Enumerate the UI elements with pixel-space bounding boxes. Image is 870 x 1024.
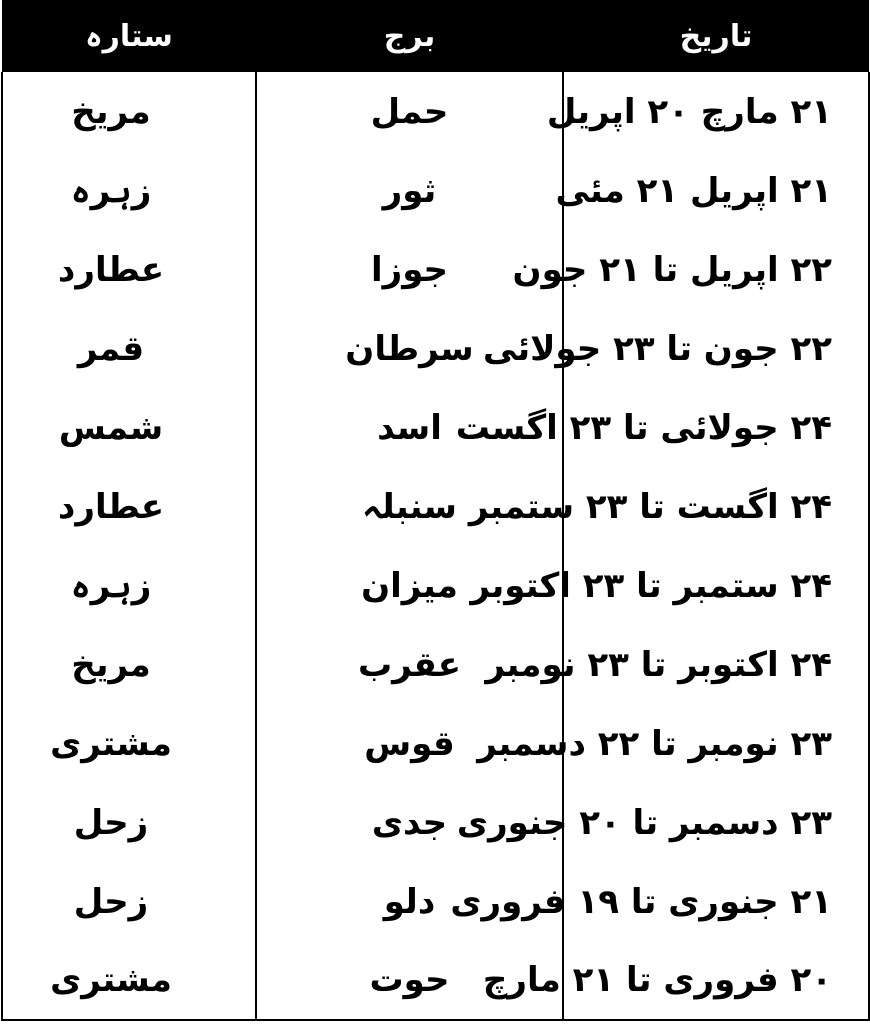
date-cell: ۲۳ نومبر تا ۲۲ دسمبر bbox=[563, 704, 869, 783]
sign-cell: حمل bbox=[256, 72, 563, 151]
date-cell: ۲۲ اپریل تا ۲۱ جون bbox=[563, 230, 869, 309]
star-cell: عطارد bbox=[2, 467, 256, 546]
star-cell: مریخ bbox=[2, 625, 256, 704]
date-cell: ۲۴ اکتوبر تا ۲۳ نومبر bbox=[563, 625, 869, 704]
header-row bbox=[2, 0, 869, 72]
star-cell: زہرہ bbox=[2, 546, 256, 625]
date-cell: ۲۱ جنوری تا ۱۹ فروری bbox=[563, 862, 869, 941]
table-row bbox=[2, 862, 869, 941]
table-row bbox=[2, 467, 869, 546]
date-cell: ۲۱ اپریل ۲۱ مئی bbox=[563, 151, 869, 230]
star-cell: مشتری bbox=[2, 941, 256, 1020]
date-cell: ۲۲ جون تا ۲۳ جولائی bbox=[563, 309, 869, 388]
date-cell: ۲۳ دسمبر تا ۲۰ جنوری bbox=[563, 783, 869, 862]
date-cell: ۲۱ مارچ ۲۰ اپریل bbox=[563, 72, 869, 151]
sign-cell: جوزا bbox=[256, 230, 563, 309]
star-cell: مریخ bbox=[2, 72, 256, 151]
star-cell: زحل bbox=[2, 783, 256, 862]
star-cell: قمر bbox=[2, 309, 256, 388]
header-sign: برج bbox=[383, 18, 436, 54]
sign-cell: میزان bbox=[256, 546, 563, 625]
date-cell: ۲۰ فروری تا ۲۱ مارچ bbox=[563, 941, 869, 1020]
table-body bbox=[2, 72, 869, 1020]
sign-cell: سرطان bbox=[256, 309, 563, 388]
sign-cell: قوس bbox=[256, 704, 563, 783]
sign-cell: سنبلہ bbox=[256, 467, 563, 546]
header-star: ستارہ bbox=[85, 18, 173, 54]
table-row bbox=[2, 388, 869, 467]
zodiac-table bbox=[1, 0, 870, 1021]
sign-cell: دلو bbox=[256, 862, 563, 941]
sign-cell: ثور bbox=[256, 151, 563, 230]
table-row bbox=[2, 151, 869, 230]
date-cell: ۲۴ ستمبر تا ۲۳ اکتوبر bbox=[563, 546, 869, 625]
table-header bbox=[2, 0, 869, 72]
star-cell: عطارد bbox=[2, 230, 256, 309]
star-cell: زحل bbox=[2, 862, 256, 941]
sign-cell: عقرب bbox=[256, 625, 563, 704]
star-cell: زہرہ bbox=[2, 151, 256, 230]
table-row bbox=[2, 704, 869, 783]
star-cell: مشتری bbox=[2, 704, 256, 783]
table-row bbox=[2, 230, 869, 309]
sign-cell: حوت bbox=[256, 941, 563, 1020]
table-row bbox=[2, 309, 869, 388]
sign-cell: اسد bbox=[256, 388, 563, 467]
header-date: تاریخ bbox=[679, 18, 753, 54]
table-row bbox=[2, 941, 869, 1020]
table-row bbox=[2, 625, 869, 704]
table-row bbox=[2, 546, 869, 625]
date-cell: ۲۴ اگست تا ۲۳ ستمبر bbox=[563, 467, 869, 546]
table-row bbox=[2, 72, 869, 151]
table-row bbox=[2, 783, 869, 862]
sign-cell: جدی bbox=[256, 783, 563, 862]
star-cell: شمس bbox=[2, 388, 256, 467]
date-cell: ۲۴ جولائی تا ۲۳ اگست bbox=[563, 388, 869, 467]
